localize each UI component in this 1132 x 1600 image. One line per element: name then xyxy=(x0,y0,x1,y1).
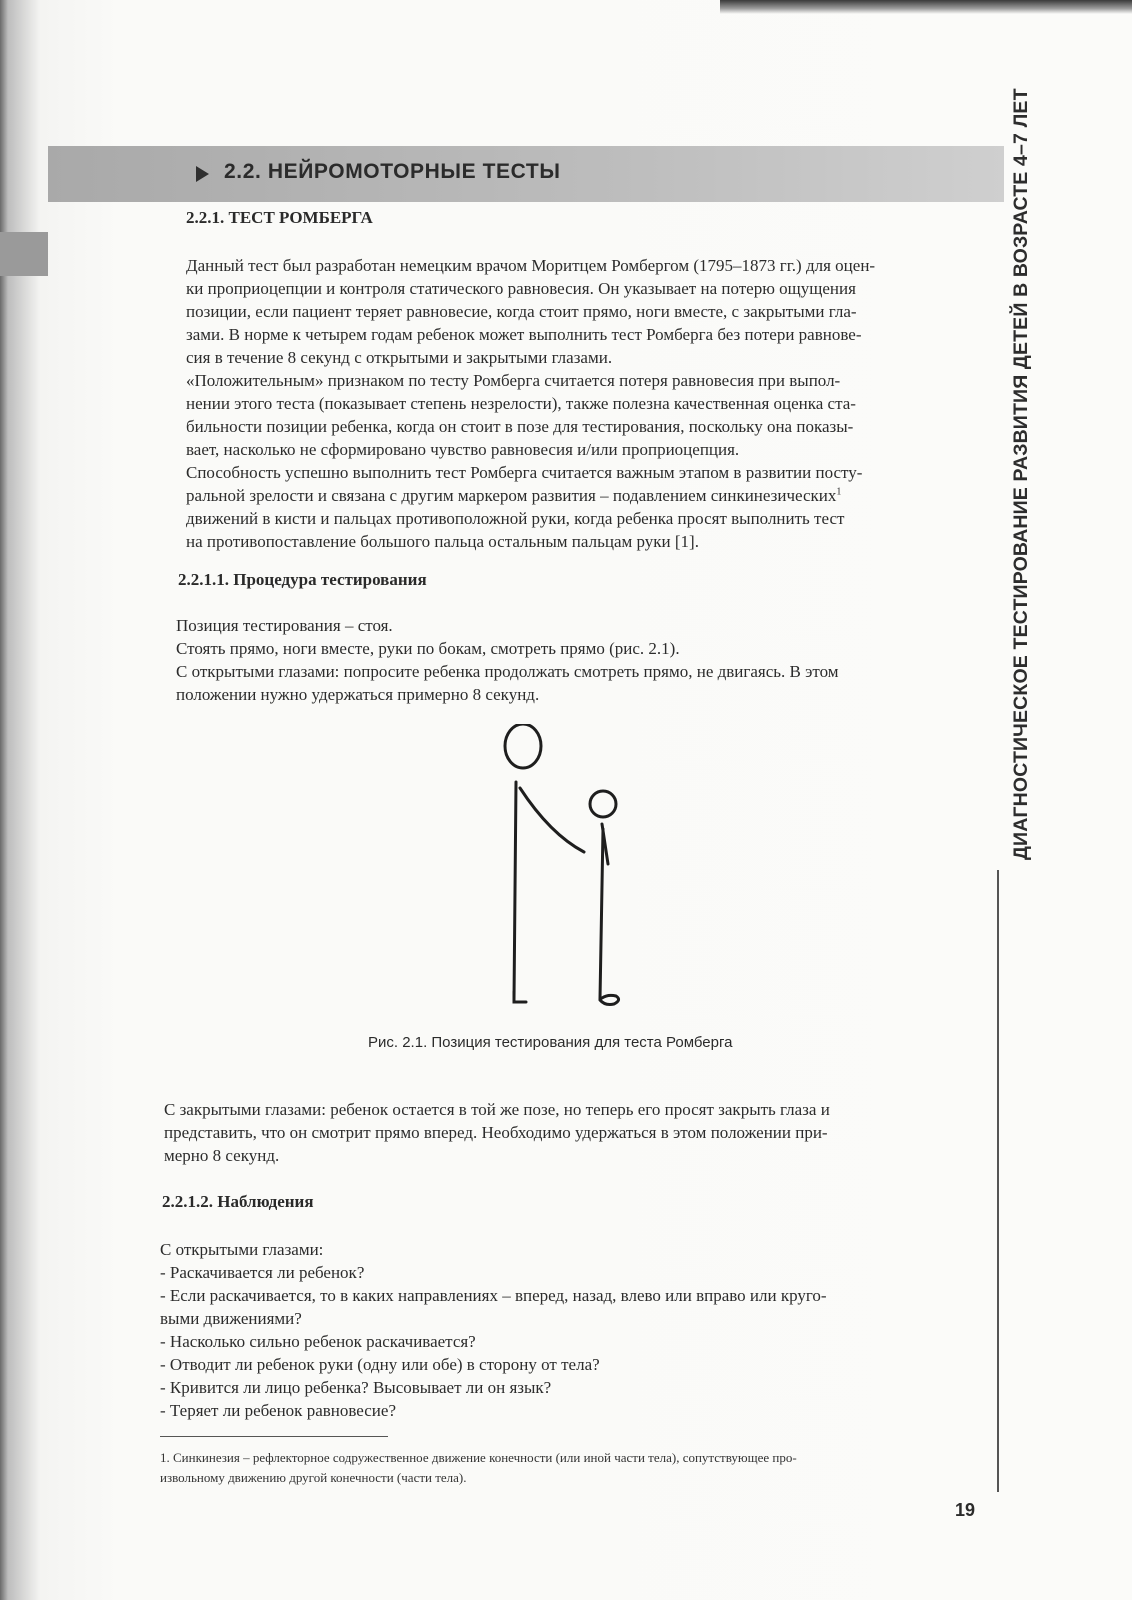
running-side-title: ДИАГНОСТИЧЕСКОЕ ТЕСТИРОВАНИЕ РАЗВИТИЯ ДЕТЕЙ В ВОЗРАСТЕ 4–7 ЛЕТ xyxy=(1010,88,1032,860)
list-item: - Раскачивается ли ребенок? xyxy=(160,1263,365,1282)
text-line xyxy=(186,484,970,507)
romberg-stick-figures xyxy=(490,724,640,1024)
text-line: движений в кисти и пальцах противоположной руки, когда ребенка просят выполнить тест xyxy=(186,509,845,528)
text-line: представить, что он смотрит прямо вперед. Необходимо удержаться в этом положении при- xyxy=(164,1123,828,1142)
procedure-text xyxy=(176,614,966,706)
list-item: - Если раскачивается, то в каких направлениях – вперед, назад, влево или вправо или круго- xyxy=(160,1286,827,1305)
child-head xyxy=(590,791,616,817)
procedure-title: 2.2.1.1. Процедура тестирования xyxy=(178,570,427,589)
child-foot xyxy=(600,995,619,1004)
figure-caption: Рис. 2.1. Позиция тестирования для теста Ромберга xyxy=(368,1034,733,1051)
text-line: вает, насколько не сформировано чувство равновесия и/или проприоцепция. xyxy=(186,440,740,459)
text-line: зами. В норме к четырем годам ребенок может выполнить тест Ромберга без потери равнове- xyxy=(186,325,862,344)
text-line: С открытыми глазами: попросите ребенка продолжать смотреть прямо, не двигаясь. В этом xyxy=(176,662,839,681)
intro-text xyxy=(186,254,970,553)
text-line: позиции, если пациент теряет равновесие, когда стоит прямо, ноги вместе, с закрытыми гла- xyxy=(186,302,857,321)
list-item: - Теряет ли ребенок равновесие? xyxy=(160,1401,396,1420)
closed-eyes-text xyxy=(164,1098,964,1167)
list-item: С открытыми глазами: xyxy=(160,1240,324,1259)
text-line: мерно 8 секунд. xyxy=(164,1146,280,1165)
observations-title: 2.2.1.2. Наблюдения xyxy=(162,1192,314,1211)
section-title: 2.2. НЕЙРОМОТОРНЫЕ ТЕСТЫ xyxy=(224,160,561,183)
text-line: на противопоставление большого пальца остальным пальцам руки [1]. xyxy=(186,532,699,551)
adult-foot xyxy=(514,992,526,1002)
subsection-title: 2.2.1. ТЕСТ РОМБЕРГА xyxy=(186,208,373,227)
text-line: Стоять прямо, ноги вместе, руки по бокам, смотреть прямо (рис. 2.1). xyxy=(176,639,680,658)
chapter-tab-marker xyxy=(0,232,48,276)
footnote-rule xyxy=(160,1436,388,1437)
footnote-marker: 1 xyxy=(836,486,842,498)
child-body xyxy=(600,829,603,999)
text-line-content: ральной зрелости и связана с другим маркером развития – подавлением синкинезических xyxy=(186,486,837,505)
text-line: С закрытыми глазами: ребенок остается в той же позе, но теперь его просят закрыть глаза и xyxy=(164,1100,830,1119)
text-line: Способность успешно выполнить тест Ромберга считается важным этапом в развитии посту- xyxy=(186,463,863,482)
list-item: - Кривится ли лицо ребенка? Высовывает ли он язык? xyxy=(160,1378,552,1397)
text-line: Данный тест был разработан немецким врачом Моритцем Ромбергом (1795–1873 гг.) для оцен- xyxy=(186,256,876,275)
adult-body xyxy=(514,782,516,1000)
text-line: положении нужно удержаться примерно 8 секунд. xyxy=(176,685,540,704)
list-item: выми движениями? xyxy=(160,1309,302,1328)
text-line: Позиция тестирования – стоя. xyxy=(176,616,393,635)
footnote-line: извольному движению другой конечности (части тела). xyxy=(160,1470,467,1485)
scan-shadow xyxy=(720,0,1132,14)
adult-arm xyxy=(520,788,584,852)
adult-head xyxy=(505,724,541,768)
page-number: 19 xyxy=(955,1500,976,1520)
footnote xyxy=(160,1448,940,1488)
list-item: - Насколько сильно ребенок раскачивается? xyxy=(160,1332,476,1351)
triangle-bullet-icon xyxy=(196,166,209,182)
side-rule xyxy=(997,870,999,1492)
text-line: нении этого теста (показывает степень незрелости), также полезна качественная оценка ста- xyxy=(186,394,856,413)
section-header-bar xyxy=(48,146,1004,202)
footnote-line: 1. Синкинезия – рефлекторное содружественное движение конечности (или иной части тела), сопутствующее про- xyxy=(160,1450,797,1465)
observations-list xyxy=(160,1238,960,1422)
text-line: бильности позиции ребенка, когда он стоит в позе для тестирования, поскольку она показы- xyxy=(186,417,854,436)
text-line: «Положительным» признаком по тесту Ромберга считается потеря равновесия при выпол- xyxy=(186,371,841,390)
text-line: ки проприоцепции и контроля статического равновесия. Он указывает на потерю ощущения xyxy=(186,279,856,298)
list-item: - Отводит ли ребенок руки (одну или обе) в сторону от тела? xyxy=(160,1355,600,1374)
text-line: сия в течение 8 секунд с открытыми и закрытыми глазами. xyxy=(186,348,613,367)
